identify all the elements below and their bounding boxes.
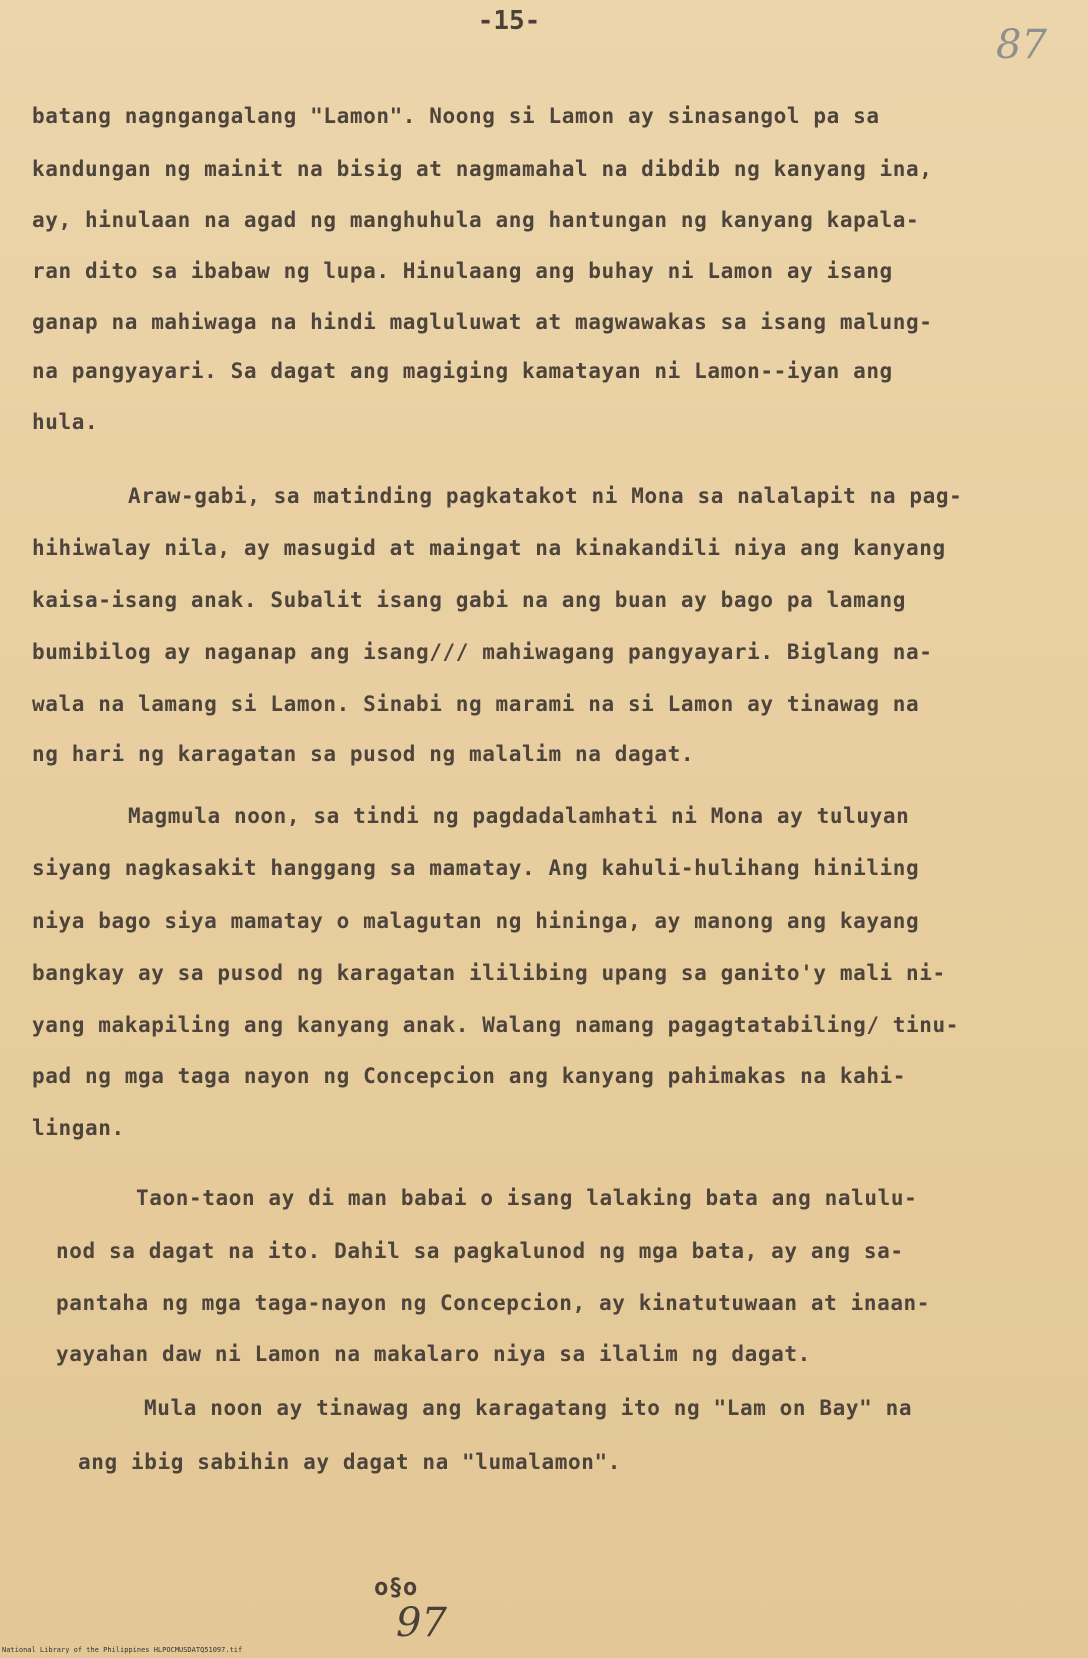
text-line: nod sa dagat na ito. Dahil sa pagkalunod ng mga bata, ay ang sa- xyxy=(56,1239,904,1263)
text-line: kandungan ng mainit na bisig at nagmamahal na dibdib ng kanyang ina, xyxy=(32,157,933,181)
text-line: siyang nagkasakit hanggang sa mamatay. Ang kahuli-hulihang hiniling xyxy=(32,856,920,880)
end-ornament: o§o xyxy=(374,1573,418,1601)
paragraph-first-line: Araw-gabi, sa matinding pagkatakot ni Mona sa nalalapit na pag- xyxy=(128,484,963,508)
text-line: pantaha ng mga taga-nayon ng Concepcion, ay kinatutuwaan at inaan- xyxy=(56,1291,931,1315)
text-line: yayahan daw ni Lamon na makalaro niya sa ilalim ng dagat. xyxy=(56,1342,811,1366)
text-line: na pangyayari. Sa dagat ang magiging kamatayan ni Lamon--iyan ang xyxy=(32,359,893,383)
text-line: pad ng mga taga nayon ng Concepcion ang kanyang pahimakas na kahi- xyxy=(32,1064,907,1088)
text-line: kaisa-isang anak. Subalit isang gabi na ang buan ay bago pa lamang xyxy=(32,588,907,612)
paragraph-first-line: Magmula noon, sa tindi ng pagdadalamhati ni Mona ay tuluyan xyxy=(128,804,910,828)
text-line: bumibilog ay naganap ang isang/// mahiwagang pangyayari. Biglang na- xyxy=(32,640,933,664)
text-line: hihiwalay nila, ay masugid at maingat na kinakandili niya ang kanyang xyxy=(32,536,946,560)
text-line: bangkay ay sa pusod ng karagatan ililibing upang sa ganito'y mali ni- xyxy=(32,961,946,985)
text-line: yang makapiling ang kanyang anak. Walang namang pagagtatabiling/ tinu- xyxy=(32,1013,960,1037)
text-line: ang ibig sabihin ay dagat na "lumalamon". xyxy=(78,1450,621,1474)
handwritten-folio-top: 87 xyxy=(996,22,1047,68)
text-line: ng hari ng karagatan sa pusod ng malalim na dagat. xyxy=(32,742,695,766)
archive-footer: National Library of the Philippines HLPOCMUSDATQ51097.tif xyxy=(2,1646,243,1654)
text-line: niya bago siya mamatay o malagutan ng hininga, ay manong ang kayang xyxy=(32,909,920,933)
text-line: ran dito sa ibabaw ng lupa. Hinulaang ang buhay ni Lamon ay isang xyxy=(32,259,893,283)
handwritten-folio-bottom: 97 xyxy=(396,1600,447,1646)
text-line: hula. xyxy=(32,410,99,434)
paragraph-first-line: Taon-taon ay di man babai o isang lalaking bata ang nalulu- xyxy=(136,1186,918,1210)
text-line: batang nagngangalang "Lamon". Noong si Lamon ay sinasangol pa sa xyxy=(32,104,880,128)
page-number: -15- xyxy=(477,6,541,36)
text-line: ganap na mahiwaga na hindi magluluwat at magwawakas sa isang malung- xyxy=(32,310,933,334)
text-line: ay, hinulaan na agad ng manghuhula ang hantungan ng kanyang kapala- xyxy=(32,208,920,232)
paragraph-first-line: Mula noon ay tinawag ang karagatang ito ng "Lam on Bay" na xyxy=(144,1396,913,1420)
text-line: lingan. xyxy=(32,1116,125,1140)
text-line: wala na lamang si Lamon. Sinabi ng marami na si Lamon ay tinawag na xyxy=(32,692,920,716)
